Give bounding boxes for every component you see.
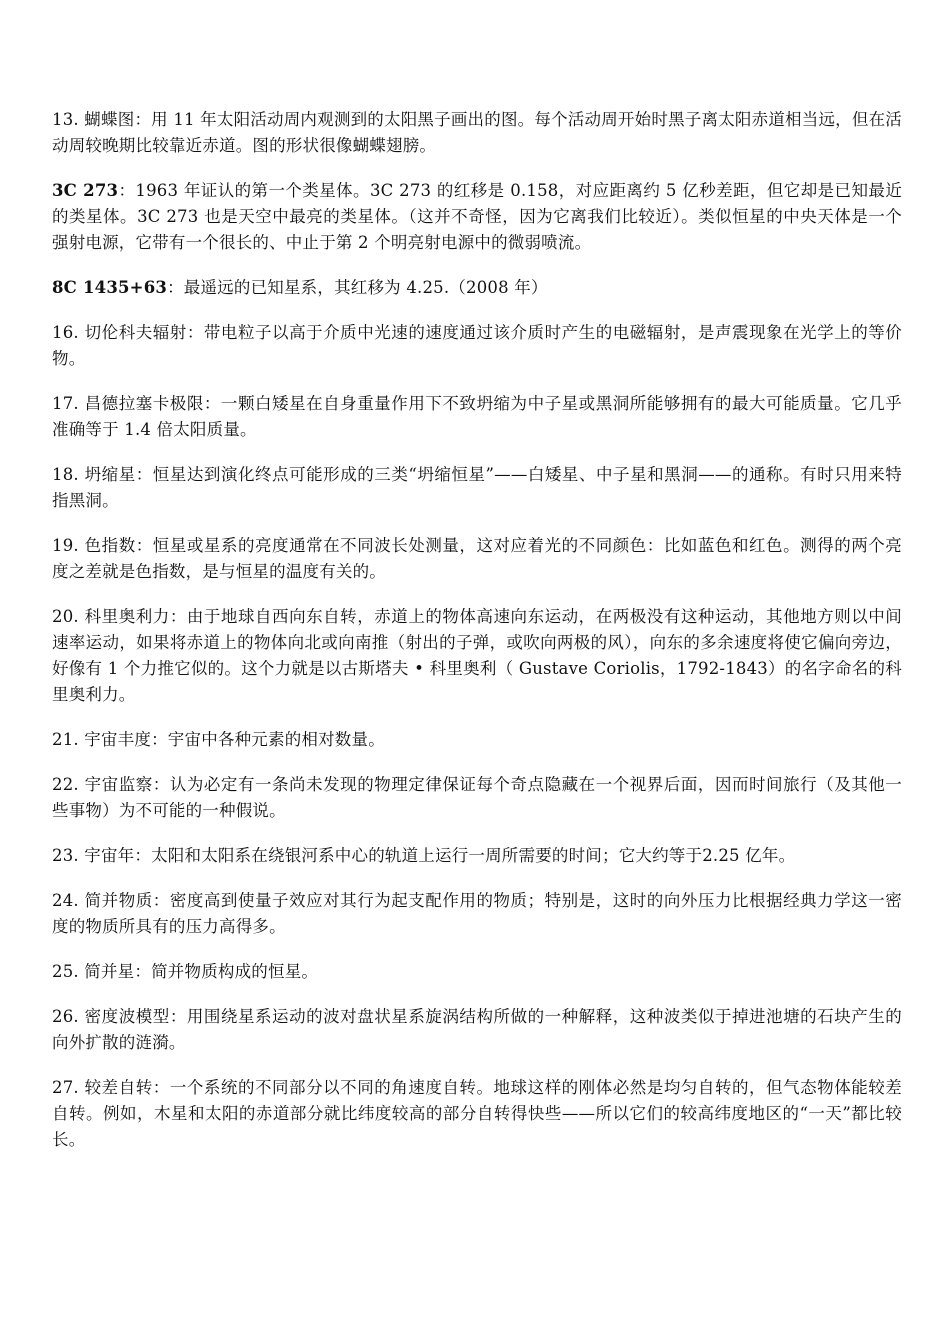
entry-26 <box>52 1004 902 1056</box>
entry-definition: 恒星达到演化终点可能形成的三类“坍缩恒星”——白矮星、中子星和黑洞——的通称。有时只用来特指黑洞。 <box>52 465 903 510</box>
entry-definition: 一个系统的不同部分以不同的角速度自转。地球这样的刚体必然是均匀自转的，但气态物体能较差自转。例如，木星和太阳的赤道部分就比纬度较高的部分自转得快些——所以它们的较高纬度地区的“一天”都比较长。 <box>52 1078 902 1149</box>
entry-definition: 最遥远的已知星系，其红移为 4.25.（2008 年） <box>183 278 548 297</box>
entry-separator: ： <box>135 536 153 555</box>
entry-term: 22. 宇宙监察 <box>52 775 153 794</box>
entry-definition: 一颗白矮星在自身重量作用下不致坍缩为中子星或黑洞所能够拥有的最大可能质量。它几乎准确等于 1.4 倍太阳质量。 <box>52 394 903 439</box>
entry-term: 19. 色指数 <box>52 536 136 555</box>
entry-19 <box>52 533 902 585</box>
entry-8c1435 <box>52 275 902 301</box>
entry-20 <box>52 604 902 708</box>
entry-definition: 由于地球自西向东自转，赤道上的物体高速向东运动，在两极没有这种运动，其他地方则以中间速率运动，如果将赤道上的物体向北或向南推（射出的子弹，或吹向两极的风），向东的多余速度将使它偏向旁边，好像有 1 个力推它似的。这个力就是以古斯塔夫 • 科里奥利（ Gustave Coriolis，1792-1843）的名字命名的科里奥利力。 <box>52 607 903 704</box>
entry-separator: ： <box>118 181 136 200</box>
entry-definition: 用围绕星系运动的波对盘状星系旋涡结构所做的一种解释，这种波类似于掉进池塘的石块产生的向外扩散的涟漪。 <box>52 1007 903 1052</box>
entry-term: 26. 密度波模型 <box>52 1007 170 1026</box>
entry-definition: 用 11 年太阳活动周内观测到的太阳黑子画出的图。每个活动周开始时黑子离太阳赤道相当远，但在活动周较晚期比较靠近赤道。图的形状很像蝴蝶翅膀。 <box>52 110 903 155</box>
entry-separator: ： <box>152 1078 170 1097</box>
entry-definition: 恒星或星系的亮度通常在不同波长处测量，这对应着光的不同颜色：比如蓝色和红色。测得的两个亮度之差就是色指数，是与恒星的温度有关的。 <box>52 536 902 581</box>
entry-definition: 带电粒子以高于介质中光速的速度通过该介质时产生的电磁辐射，是声震现象在光学上的等价物。 <box>52 323 903 368</box>
entry-27 <box>52 1075 902 1153</box>
entry-term: 13. 蝴蝶图 <box>52 110 135 129</box>
entry-definition: 密度高到使量子效应对其行为起支配作用的物质；特别是，这时的向外压力比根据经典力学这一密度的物质所具有的压力高得多。 <box>52 891 902 936</box>
entry-separator: ： <box>152 891 170 910</box>
entry-24 <box>52 888 902 940</box>
entry-23 <box>52 843 902 869</box>
entry-definition: 太阳和太阳系在绕银河系中心的轨道上运行一周所需要的时间；它大约等于2.25 亿年。 <box>151 846 796 865</box>
entry-16 <box>52 320 902 372</box>
entry-3c273 <box>52 178 902 256</box>
entry-term: 18. 坍缩星 <box>52 465 136 484</box>
entry-definition: 简并物质构成的恒星。 <box>151 962 319 981</box>
entry-separator: ： <box>186 323 204 342</box>
entry-separator: ： <box>169 1007 187 1026</box>
entry-separator: ： <box>151 730 168 749</box>
entry-term: 8C 1435+63 <box>52 278 168 297</box>
entry-definition: 宇宙中各种元素的相对数量。 <box>167 730 385 749</box>
entry-separator: ： <box>167 278 184 297</box>
entry-term: 17. 昌德拉塞卡极限 <box>52 394 204 413</box>
entry-separator: ： <box>134 846 152 865</box>
entry-term: 25. 简并星 <box>52 962 135 981</box>
entry-term: 21. 宇宙丰度 <box>52 730 152 749</box>
entry-term: 3C 273 <box>52 181 119 200</box>
entry-separator: ： <box>203 394 221 413</box>
entry-term: 20. 科里奥利力 <box>52 607 170 626</box>
entry-term: 24. 简并物质 <box>52 891 153 910</box>
entry-definition: 认为必定有一条尚未发现的物理定律保证每个奇点隐藏在一个视界后面，因而时间旅行（及其他一些事物）为不可能的一种假说。 <box>52 775 902 820</box>
entry-definition: 1963 年证认的第一个类星体。3C 273 的红移是 0.158，对应距离约 5 亿秒差距，但它却是已知最近的类星体。3C 273 也是天空中最亮的类星体。（这并不奇怪，因为它离我们比较近）。类似恒星的中央天体是一个强射电源，它带有一个很长的、中止于第 2 个明亮射电源中的微弱喷流。 <box>52 181 903 252</box>
entry-25 <box>52 959 902 985</box>
entry-separator: ： <box>134 962 152 981</box>
entry-separator: ： <box>134 110 152 129</box>
entry-term: 23. 宇宙年 <box>52 846 135 865</box>
entry-term: 16. 切伦科夫辐射 <box>52 323 187 342</box>
entry-separator: ： <box>169 607 187 626</box>
entry-17 <box>52 391 902 443</box>
entry-separator: ： <box>152 775 170 794</box>
entry-22 <box>52 772 902 824</box>
entry-separator: ： <box>135 465 153 484</box>
entry-21 <box>52 727 902 753</box>
entry-term: 27. 较差自转 <box>52 1078 153 1097</box>
entry-18 <box>52 462 902 514</box>
entry-13 <box>52 107 902 159</box>
